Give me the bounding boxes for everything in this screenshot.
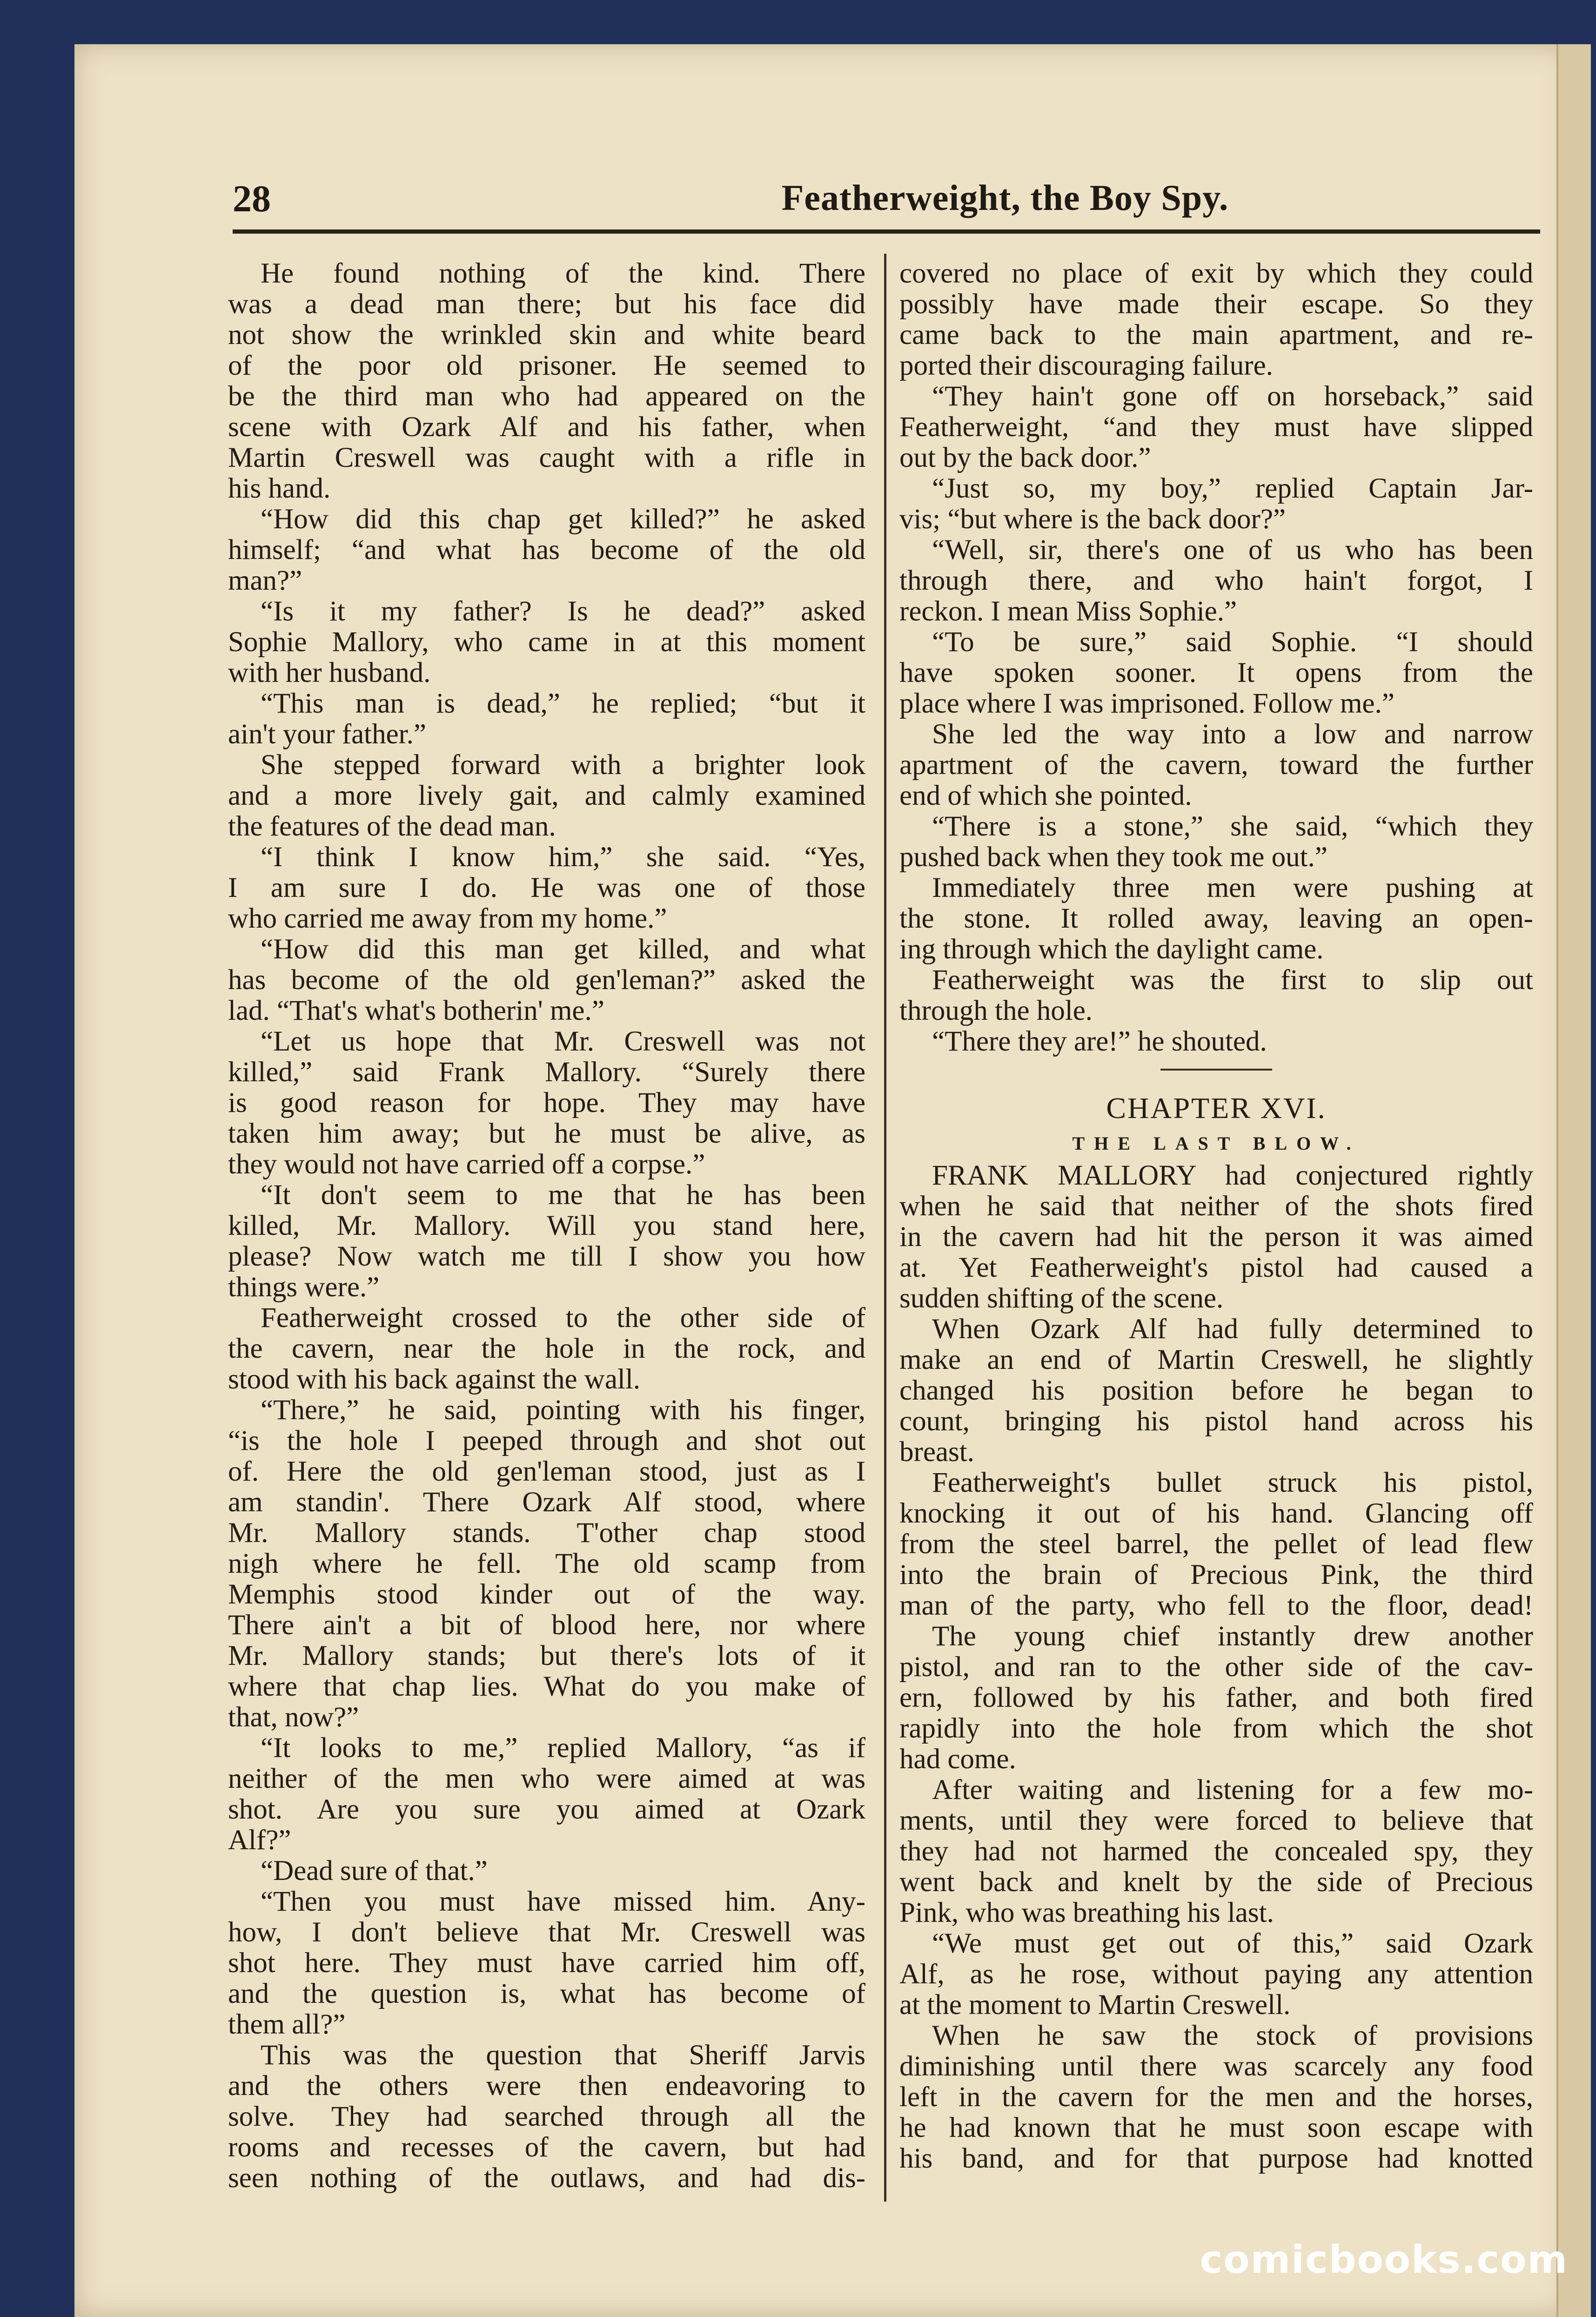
text-line: the stone. It rolled away, leaving an open- [899,903,1533,934]
text-line: at. Yet Featherweight's pistol had caused a [899,1253,1533,1283]
text-line: who carried me away from my home.” [228,903,667,934]
text-line: and the others were then endeavoring to [228,2071,865,2101]
text-line: taken him away; but he must be alive, as [228,1118,865,1149]
text-line: ain't your father.” [228,719,426,750]
text-line: Immediately three men were pushing at [932,873,1533,903]
text-line: After waiting and listening for a few mo- [932,1775,1533,1805]
text-line: stood with his back against the wall. [228,1364,641,1395]
text-line: end of which she pointed. [899,781,1192,811]
text-line: lad. “That's what's botherin' me.” [228,996,604,1026]
text-line: I am sure I do. He was one of those [228,873,865,903]
text-line: seen nothing of the outlaws, and had dis- [228,2163,865,2194]
running-head [233,177,1568,228]
chapter-rule [1160,1069,1272,1071]
text-line: “It looks to me,” replied Mallory, “as if [261,1733,865,1764]
text-line: out by the back door.” [899,443,1151,473]
text-line: how, I don't believe that Mr. Creswell was [228,1917,865,1948]
column-divider [884,254,886,2202]
chapter-title: CHAPTER XVI. [1106,1091,1327,1125]
text-line: rooms and recesses of the cavern, but had [228,2132,865,2163]
text-line: into the brain of Precious Pink, the third [899,1560,1533,1590]
text-line: not show the wrinkled skin and white beard [228,320,865,350]
text-line: pistol, and ran to the other side of the cav- [899,1652,1533,1683]
text-line: ments, until they were forced to believe that [899,1805,1533,1836]
text-line: apartment of the cavern, toward the further [899,750,1533,781]
text-line: they would not have carried off a corpse.” [228,1149,705,1180]
right-column [899,258,1533,2174]
text-line: Memphis stood kinder out of the way. [228,1579,865,1610]
text-line: Mr. Mallory stands; but there's lots of it [228,1641,865,1671]
text-line: Featherweight, “and they must have slipped [899,412,1533,443]
text-line: “It don't seem to me that he has been [261,1180,865,1211]
text-line: and a more lively gait, and calmly examined [228,781,865,811]
text-line: solve. They had searched through all the [228,2101,865,2132]
watermark: comicbooks.com [1200,2238,1568,2282]
text-line: man?” [228,566,302,596]
page-edge [1556,44,1591,2317]
text-line: came back to the main apartment, and re- [899,320,1533,350]
text-line: “To be sure,” said Sophie. “I should [932,627,1533,658]
text-line: covered no place of exit by which they could [899,258,1533,289]
text-line: has become of the old gen'leman?” asked the [228,965,865,996]
text-line: in the cavern had hit the person it was aimed [899,1222,1533,1253]
text-line: was a dead man there; but his face did [228,289,865,320]
text-line: diminishing until there was scarcely any food [899,2051,1533,2082]
text-line: things were.” [228,1272,380,1303]
text-line: When Ozark Alf had fully determined to [932,1314,1533,1345]
text-line: killed,” said Frank Mallory. “Surely there [228,1057,865,1088]
text-line: Martin Creswell was caught with a rifle in [228,443,865,473]
text-line: pushed back when they took me out.” [899,842,1328,873]
text-line: Sophie Mallory, who came in at this moment [228,627,865,658]
text-line: “There is a stone,” she said, “which they [932,811,1533,842]
text-line: the features of the dead man. [228,811,556,842]
text-line: There ain't a bit of blood here, nor where [228,1610,865,1641]
text-line: his hand. [228,473,331,504]
text-line: have spoken sooner. It opens from the [899,658,1533,688]
text-line: The young chief instantly drew another [932,1621,1533,1652]
text-line: knocking it out of his hand. Glancing off [899,1498,1533,1529]
text-line: When he saw the stock of provisions [932,2021,1533,2051]
text-line: with her husband. [228,658,431,688]
text-line: through the hole. [899,996,1093,1026]
text-line: Alf?” [228,1825,291,1856]
text-line: breast. [899,1437,974,1468]
text-line: them all?” [228,2009,346,2040]
text-line: where that chap lies. What do you make of [228,1671,865,1702]
text-line: they had not harmed the concealed spy, they [899,1836,1533,1867]
text-line: is good reason for hope. They may have [228,1088,865,1118]
text-line: Mr. Mallory stands. T'other chap stood [228,1518,865,1549]
text-line: rapidly into the hole from which the shot [899,1713,1533,1744]
text-line: neither of the men who were aimed at was [228,1764,865,1794]
text-line: nigh where he fell. The old scamp from [228,1549,865,1579]
running-title: Featherweight, the Boy Spy. [781,177,1229,218]
text-line: scene with Ozark Alf and his father, when [228,412,865,443]
text-line: “There they are!” he shouted. [932,1026,1267,1057]
text-line: Featherweight was the first to slip out [932,965,1533,996]
page-number: 28 [233,177,271,220]
text-line: went back and knelt by the side of Precious [899,1867,1533,1898]
text-line: that, now?” [228,1702,359,1733]
text-line: shot. Are you sure you aimed at Ozark [228,1794,865,1825]
text-line: through there, and who hain't forgot, I [899,566,1533,596]
text-line: place where I was imprisoned. Follow me.” [899,688,1395,719]
text-line: the cavern, near the hole in the rock, and [228,1334,865,1364]
text-line: “There,” he said, pointing with his finger, [261,1395,865,1426]
text-line: possibly have made their escape. So they [899,289,1533,320]
text-line: “Just so, my boy,” replied Captain Jar- [932,473,1533,504]
text-line: “I think I know him,” she said. “Yes, [261,842,865,873]
text-line: “Dead sure of that.” [261,1856,488,1886]
text-line: am standin'. There Ozark Alf stood, where [228,1487,865,1518]
text-line: at the moment to Martin Creswell. [899,1990,1291,2021]
text-line: “How did this man get killed, and what [261,934,865,965]
text-line: had come. [899,1744,1016,1775]
text-line: Pink, who was breathing his last. [899,1898,1274,1928]
text-line: “How did this chap get killed?” he asked [261,504,865,535]
right-column-bottom [899,1160,1533,2174]
text-line: be the third man who had appeared on the [228,381,865,412]
text-line: from the steel barrel, the pellet of lead flew [899,1529,1533,1560]
text-line: Featherweight crossed to the other side of [261,1303,865,1334]
text-line: She led the way into a low and narrow [932,719,1533,750]
chapter-subtitle: THE LAST BLOW. [1072,1133,1361,1154]
text-line: FRANK MALLORY had conjectured rightly [932,1160,1533,1191]
text-line: reckon. I mean Miss Sophie.” [899,596,1237,627]
text-line: ing through which the daylight came. [899,934,1324,965]
right-column-top [899,258,1533,1057]
text-line: “Then you must have missed him. Any- [261,1886,865,1917]
text-line: of. Here the old gen'leman stood, just as I [228,1456,865,1487]
left-column [228,258,865,2194]
text-line: “This man is dead,” he replied; “but it [261,688,865,719]
text-line: he had known that he must soon escape with [899,2113,1533,2143]
text-line: make an end of Martin Creswell, he slightly [899,1345,1533,1375]
text-line: and the question is, what has become of [228,1979,865,2009]
text-line: count, bringing his pistol hand across his [899,1406,1533,1437]
text-line: man of the party, who fell to the floor, dead! [899,1590,1533,1621]
text-line: “Is it my father? Is he dead?” asked [261,596,865,627]
text-line: vis; “but where is the back door?” [899,504,1286,535]
text-line: himself; “and what has become of the old [228,535,865,566]
text-line: shot here. They must have carried him off, [228,1948,865,1979]
text-line: ern, followed by his father, and both fired [899,1683,1533,1713]
text-line: She stepped forward with a brighter look [261,750,865,781]
text-line: “Let us hope that Mr. Creswell was not [261,1026,865,1057]
text-line: please? Now watch me till I show you how [228,1241,865,1272]
text-line: left in the cavern for the men and the horses, [899,2082,1533,2113]
text-line: changed his position before he began to [899,1375,1533,1406]
text-line: his band, and for that purpose had knotted [899,2143,1533,2174]
text-line: when he said that neither of the shots fired [899,1191,1533,1222]
text-line: sudden shifting of the scene. [899,1283,1224,1314]
text-line: This was the question that Sheriff Jarvis [261,2040,865,2071]
text-line: “is the hole I peeped through and shot out [228,1426,865,1456]
text-line: Featherweight's bullet struck his pistol, [932,1468,1533,1498]
header-rule [233,229,1540,234]
text-line: of the poor old prisoner. He seemed to [228,350,865,381]
text-line: He found nothing of the kind. There [261,258,865,289]
text-line: “Well, sir, there's one of us who has been [932,535,1533,566]
text-line: ported their discouraging failure. [899,350,1273,381]
text-line: killed, Mr. Mallory. Will you stand here, [228,1211,865,1241]
text-line: “We must get out of this,” said Ozark [932,1928,1533,1959]
text-line: “They hain't gone off on horseback,” said [932,381,1533,412]
text-line: Alf, as he rose, without paying any attention [899,1959,1533,1990]
